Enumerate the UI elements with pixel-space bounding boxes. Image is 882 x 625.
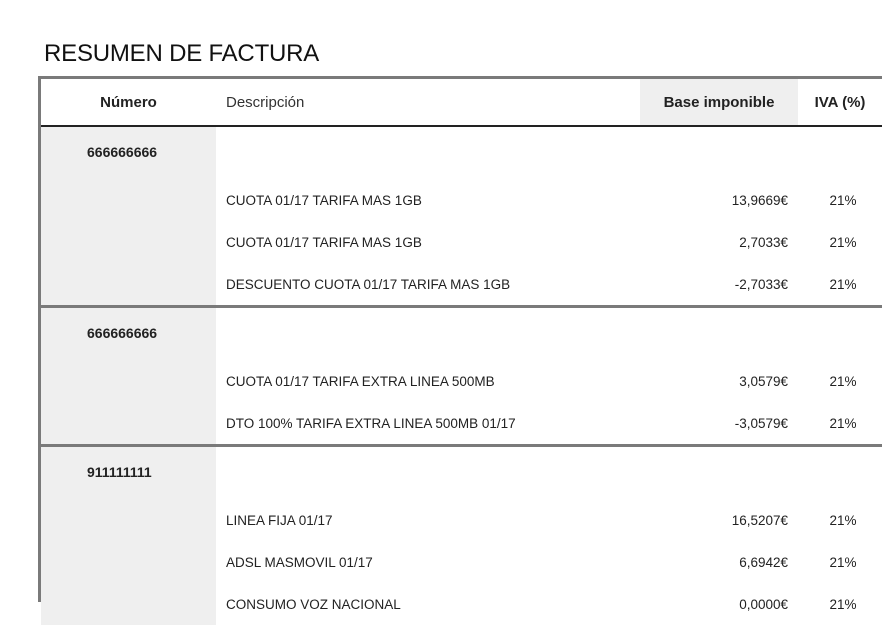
line-group (41, 308, 882, 447)
group-number: 911111111 (41, 447, 216, 625)
row-iva: 21% (829, 512, 857, 528)
table-row (216, 583, 882, 625)
group-lines (216, 308, 882, 444)
row-iva: 21% (829, 596, 857, 612)
group-lines (216, 447, 882, 625)
row-iva: 21% (829, 192, 857, 208)
row-description: CONSUMO VOZ NACIONAL (226, 596, 401, 612)
row-base: 0,0000€ (739, 596, 788, 612)
row-iva: 21% (829, 554, 857, 570)
row-base: -2,7033€ (734, 276, 788, 292)
group-number: 666666666 (41, 308, 216, 444)
table-row (216, 263, 882, 305)
document-title: RESUMEN DE FACTURA (44, 40, 320, 67)
table-row (216, 402, 882, 444)
row-description: DTO 100% TARIFA EXTRA LINEA 500MB 01/17 (226, 415, 516, 431)
row-description: DESCUENTO CUOTA 01/17 TARIFA MAS 1GB (226, 276, 511, 292)
group-number: 666666666 (41, 127, 216, 305)
row-base: 3,0579€ (739, 373, 788, 389)
row-description: CUOTA 01/17 TARIFA MAS 1GB (226, 234, 422, 250)
line-group (41, 447, 882, 625)
row-base: 6,6942€ (739, 554, 788, 570)
row-description: CUOTA 01/17 TARIFA EXTRA LINEA 500MB (226, 373, 495, 389)
line-group (41, 127, 882, 308)
header-numero: Número (100, 93, 157, 111)
table-row (216, 179, 882, 221)
table-row (216, 541, 882, 583)
header-descripcion: Descripción (226, 93, 305, 111)
group-lines (216, 127, 882, 305)
header-iva: IVA (%) (814, 93, 866, 111)
row-iva: 21% (829, 276, 857, 292)
row-base: 13,9669€ (731, 192, 788, 208)
row-iva: 21% (829, 415, 857, 431)
invoice-summary-table (38, 76, 882, 612)
table-row (216, 360, 882, 402)
row-iva: 21% (829, 373, 857, 389)
row-description: CUOTA 01/17 TARIFA MAS 1GB (226, 192, 422, 208)
row-base: 2,7033€ (739, 234, 788, 250)
row-description: ADSL MASMOVIL 01/17 (226, 554, 373, 570)
header-base-imponible: Base imponible (640, 79, 798, 125)
table-row (216, 499, 882, 541)
table-row (216, 221, 882, 263)
row-iva: 21% (829, 234, 857, 250)
table-header (41, 79, 882, 127)
row-base: -3,0579€ (734, 415, 788, 431)
row-base: 16,5207€ (731, 512, 788, 528)
row-description: LINEA FIJA 01/17 (226, 512, 333, 528)
